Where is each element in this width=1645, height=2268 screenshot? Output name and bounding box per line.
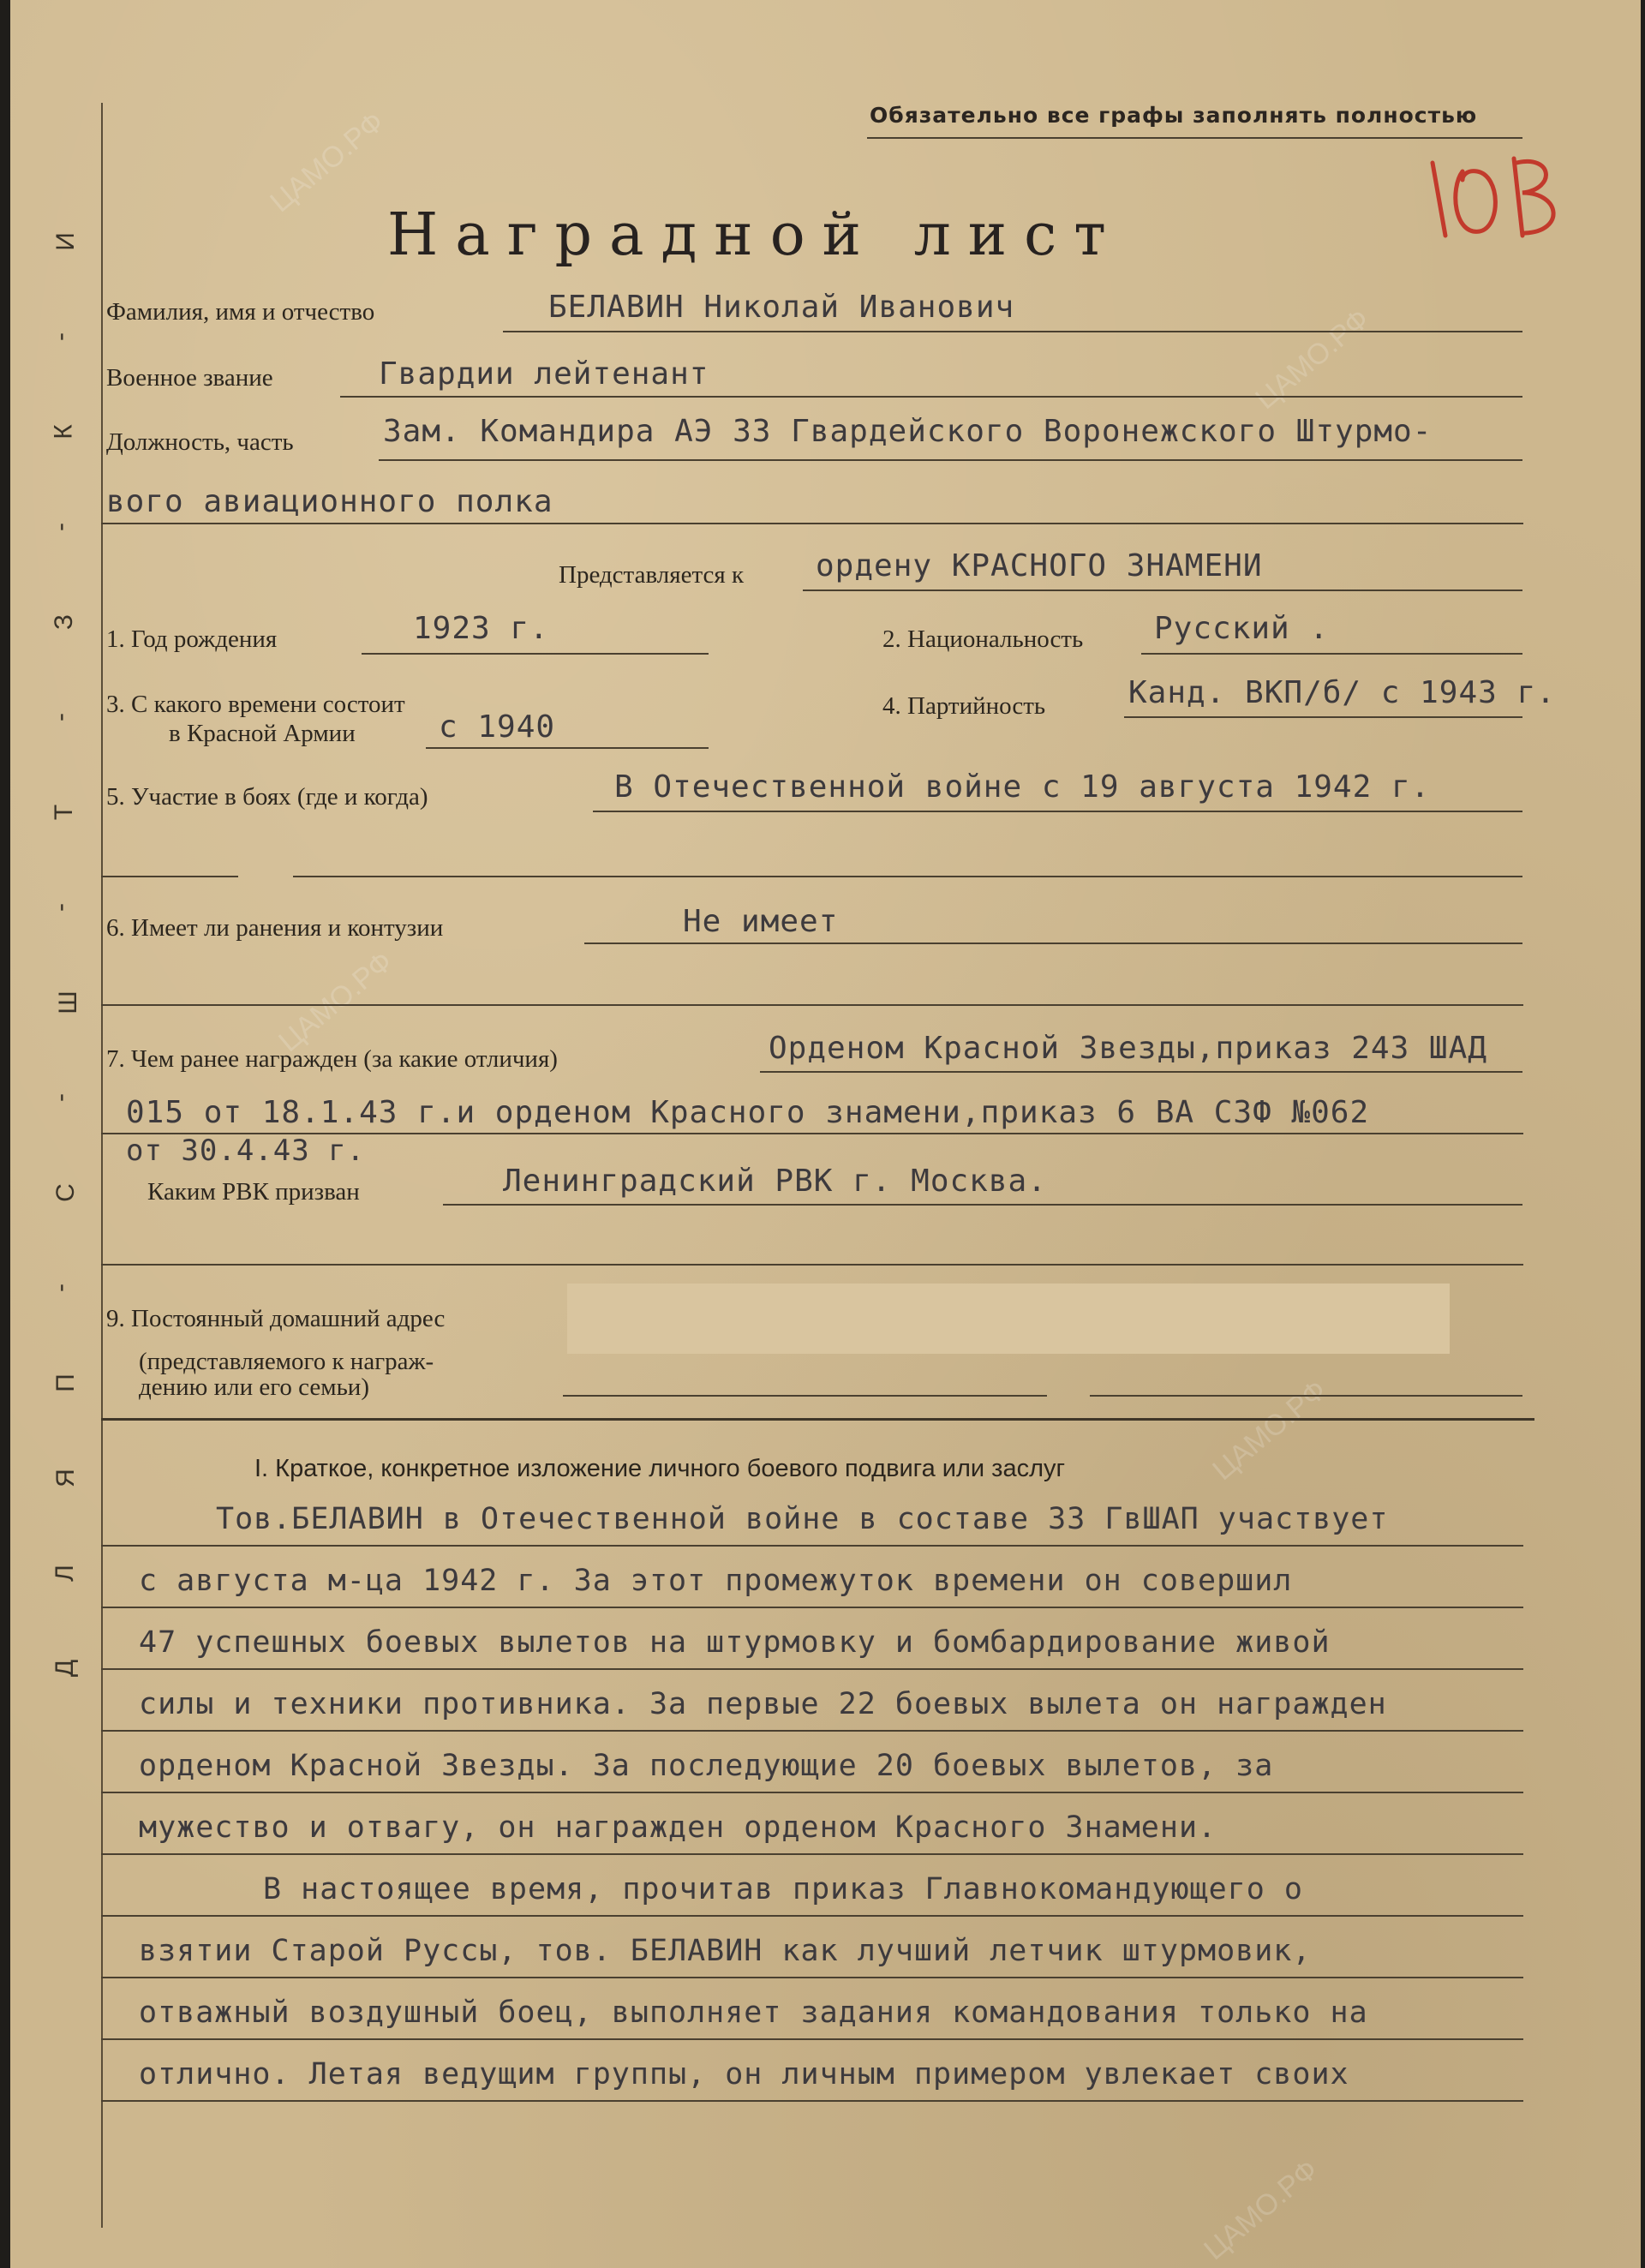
side-letter: - bbox=[46, 523, 75, 531]
narrative-line: 47 успешных боевых вылетов на штурмовку и бомбардирование живой bbox=[139, 1625, 1331, 1660]
nominated-line bbox=[803, 589, 1522, 591]
side-letter: Ш bbox=[53, 990, 82, 1014]
narrative-line: с августа м-ца 1942 г. За этот промежуток времени он совершил bbox=[139, 1564, 1293, 1598]
address-label-1: 9. Постоянный домашний адрес bbox=[106, 1305, 446, 1332]
narrative-underline bbox=[101, 1668, 1523, 1670]
wounds-label: 6. Имеет ли ранения и контузии bbox=[106, 914, 444, 942]
party-value: Канд. ВКП/б/ с 1943 г. bbox=[1128, 675, 1556, 710]
awards-value-2: 015 от 18.1.43 г.и орденом Красного знамени,приказ 6 ВА СЗФ №062 bbox=[126, 1095, 1370, 1130]
side-letter: К bbox=[49, 424, 78, 440]
nationality-label: 2. Национальность bbox=[882, 625, 1084, 653]
rvk-value: Ленинградский РВК г. Москва. bbox=[503, 1164, 1047, 1199]
narrative-underline bbox=[101, 1545, 1523, 1547]
watermark: ЦАМО.РФ bbox=[1198, 2153, 1325, 2267]
narrative-underline bbox=[101, 1853, 1523, 1855]
rvk-line bbox=[443, 1204, 1522, 1206]
address-line-b bbox=[1090, 1395, 1522, 1397]
battles-label: 5. Участие в боях (где и когда) bbox=[106, 783, 428, 811]
watermark: ЦАМО.РФ bbox=[272, 945, 399, 1059]
birth-label: 1. Год рождения bbox=[106, 625, 278, 653]
birth-value: 1923 г. bbox=[413, 611, 549, 646]
watermark: ЦАМО.РФ bbox=[1249, 302, 1376, 416]
nationality-value: Русский . bbox=[1154, 611, 1330, 646]
side-letter: - bbox=[46, 903, 75, 912]
awards-label: 7. Чем ранее награжден (за какие отличия) bbox=[106, 1045, 558, 1073]
side-letter: Л bbox=[50, 1565, 79, 1582]
rvk-label: Каким РВК призван bbox=[147, 1178, 360, 1206]
page-title: Наградной лист bbox=[387, 201, 1123, 269]
narrative-underline bbox=[101, 1977, 1523, 1978]
nationality-line bbox=[1141, 653, 1522, 655]
position-value-1: Зам. Командира АЭ 33 Гвардейского Воронежского Штурмо- bbox=[383, 414, 1433, 449]
narrative-line: силы и техники противника. За первые 22 боевых вылета он награжден bbox=[139, 1687, 1387, 1721]
narrative-line: отлично. Летая ведущим группы, он личным примером увлекает своих bbox=[139, 2057, 1349, 2091]
position-line-2 bbox=[101, 523, 1523, 524]
battles-line-1 bbox=[593, 811, 1522, 812]
wounds-line bbox=[584, 943, 1522, 944]
nominated-label: Представляется к bbox=[559, 561, 745, 589]
fio-line bbox=[503, 331, 1522, 332]
narrative-line: орденом Красной Звезды. За последующие 20 боевых вылетов, за bbox=[139, 1749, 1274, 1783]
address-label-3: дению или его семьи) bbox=[139, 1373, 369, 1401]
side-letter: Я bbox=[51, 1469, 80, 1487]
header-note: Обязательно все графы заполнять полностью bbox=[870, 103, 1478, 128]
award-sheet bbox=[10, 0, 1641, 2268]
narrative-underline bbox=[101, 1607, 1523, 1608]
narrative-line: мужество и отвагу, он награжден орденом Красного Знамени. bbox=[139, 1810, 1217, 1845]
watermark: ЦАМО.РФ bbox=[264, 105, 391, 219]
birth-line bbox=[362, 653, 709, 655]
battles-value: В Отечественной войне с 19 августа 1942 г. bbox=[614, 769, 1431, 805]
side-letter: С bbox=[51, 1183, 80, 1202]
side-letter: Д bbox=[51, 1659, 80, 1678]
wounds-value: Не имеет bbox=[683, 904, 839, 939]
awards-line-1 bbox=[760, 1071, 1522, 1073]
side-letter: Т bbox=[50, 804, 79, 821]
party-line bbox=[1124, 716, 1522, 718]
position-label: Должность, часть bbox=[106, 428, 294, 456]
battles-line-2b bbox=[293, 876, 1522, 877]
narrative-underline bbox=[101, 2038, 1523, 2040]
side-letter: З bbox=[50, 613, 79, 631]
narrative-underline bbox=[101, 1792, 1523, 1793]
army-label-2: в Красной Армии bbox=[169, 720, 356, 747]
watermark: ЦАМО.РФ bbox=[1206, 1373, 1333, 1487]
address-label-2: (представляемого к награж- bbox=[139, 1348, 434, 1375]
rank-label: Военное звание bbox=[106, 364, 273, 392]
army-label-1: 3. С какого времени состоит bbox=[106, 691, 405, 718]
fio-label: Фамилия, имя и отчество bbox=[106, 298, 375, 326]
side-letter: - bbox=[46, 332, 75, 341]
rvk-line-2 bbox=[101, 1264, 1523, 1266]
address-line bbox=[563, 1395, 1047, 1397]
narrative-underline bbox=[101, 1730, 1523, 1732]
fio-value: БЕЛАВИН Николай Иванович bbox=[548, 290, 1015, 325]
army-value: с 1940 bbox=[439, 709, 556, 745]
narrative-line: Тов.БЕЛАВИН в Отечественной войне в составе 33 ГвШАП участвует bbox=[216, 1502, 1389, 1536]
address-redacted bbox=[567, 1284, 1450, 1354]
side-letter: - bbox=[46, 1093, 75, 1102]
rank-value: Гвардии лейтенант bbox=[379, 356, 709, 392]
nominated-value: ордену КРАСНОГО ЗНАМЕНИ bbox=[816, 548, 1263, 583]
section-divider bbox=[101, 1418, 1534, 1421]
handwritten-mark bbox=[1415, 137, 1587, 257]
position-value-2: вого авиационного полка bbox=[106, 484, 553, 519]
army-line bbox=[426, 747, 709, 749]
narrative-line: отважный воздушный боец, выполняет задания командования только на bbox=[139, 1996, 1368, 2030]
left-margin-rule bbox=[101, 103, 103, 2228]
side-letter: - bbox=[46, 713, 75, 721]
wounds-line-2 bbox=[101, 1004, 1523, 1006]
narrative-line: В настоящее время, прочитав приказ Главнокомандующего о bbox=[263, 1872, 1303, 1906]
battles-line-2 bbox=[101, 876, 238, 877]
side-letter: П bbox=[51, 1373, 80, 1392]
narrative-line: взятии Старой Руссы, тов. БЕЛАВИН как лучший летчик штурмовик, bbox=[139, 1934, 1312, 1968]
position-line-1 bbox=[379, 459, 1522, 461]
side-letter: - bbox=[46, 1284, 75, 1292]
rank-line bbox=[340, 396, 1522, 398]
awards-value-1: Орденом Красной Звезды,приказ 243 ШАД bbox=[769, 1031, 1487, 1066]
narrative-underline bbox=[101, 2100, 1523, 2102]
narrative-underline bbox=[101, 1915, 1523, 1917]
section-heading: I. Краткое, конкретное изложение личного боевого подвига или заслуг bbox=[254, 1455, 1066, 1482]
party-label: 4. Партийность bbox=[882, 692, 1046, 720]
side-letter: И bbox=[51, 232, 80, 251]
awards-value-3: от 30.4.43 г. bbox=[126, 1134, 366, 1168]
